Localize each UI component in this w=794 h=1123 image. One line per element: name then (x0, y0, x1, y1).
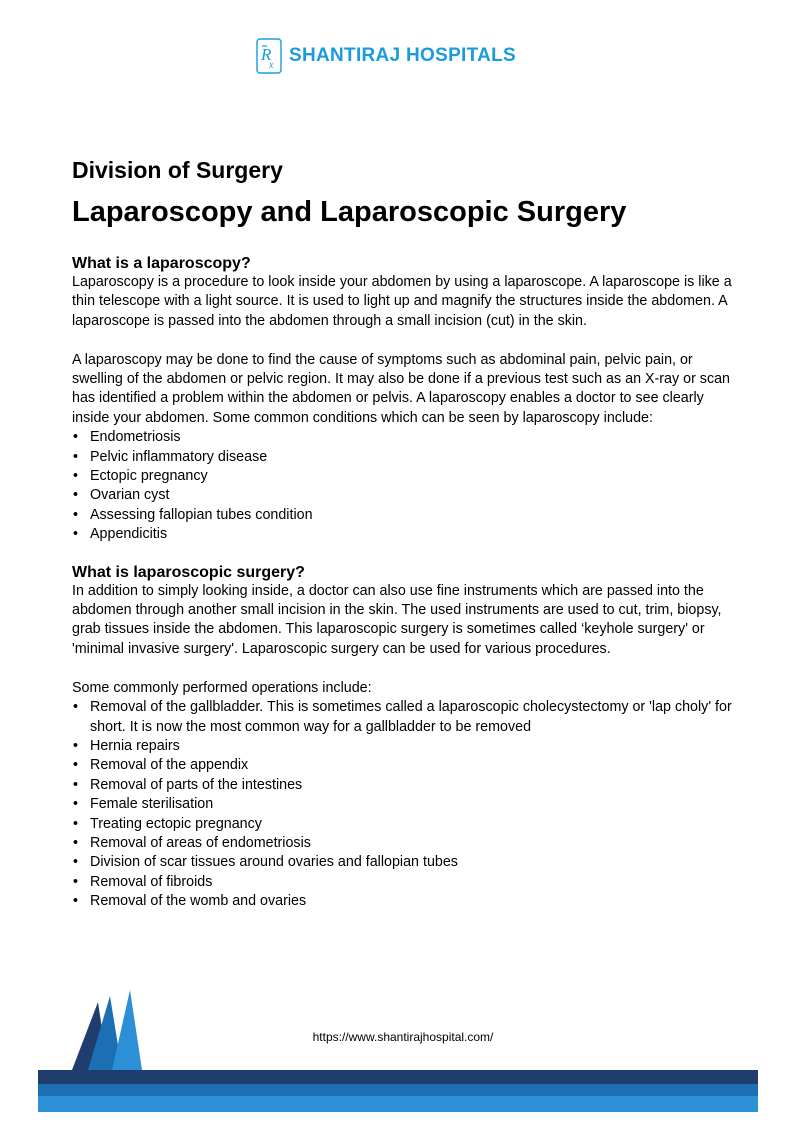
hospital-logo[interactable] (256, 38, 516, 74)
paragraph-laparoscopy-uses: A laparoscopy may be done to find the cause of symptoms such as abdominal pain, pelvic pain, or swelling of the abdomen or pelvic region. It may also be done if a previous test such as an X-ray or scan has identified a problem within the abdomen or pelvis. A laparoscopy enables a doctor to see clearly inside your abdomen. Some common conditions which can be seen by laparoscopy include: (72, 351, 731, 426)
division-heading: Division of Surgery (72, 157, 283, 183)
paragraph-laparoscopy-intro: Laparoscopy is a procedure to look inside your abdomen by using a laparoscope. A laparoscope is like a thin telescope with a light source. It is used to light up and magnify the structures inside the abdomen. A laparoscope is passed into the abdomen through a small incision (cut) in the skin. (72, 274, 732, 329)
document-body (72, 154, 732, 912)
footer-band-dark (38, 1070, 758, 1084)
list-item: • Ovarian cyst (90, 486, 732, 505)
list-item: • Removal of the womb and ovaries (90, 892, 732, 911)
svg-text:R: R (261, 45, 272, 64)
page-title: Laparoscopy and Laparoscopic Surgery (72, 196, 627, 228)
list-item: • Endometriosis (90, 428, 732, 447)
list-item: • Removal of parts of the intestines (90, 776, 732, 795)
operations-list (72, 698, 732, 911)
section-heading-laparoscopic-surgery: What is laparoscopic surgery? (72, 563, 305, 581)
logo-text: SHANTIRAJ HOSPITALS (289, 45, 517, 66)
list-item: • Ectopic pregnancy (90, 467, 732, 486)
list-item: • Female sterilisation (90, 795, 732, 814)
list-item: • Removal of the gallbladder. This is sometimes called a laparoscopic cholecystectomy or 'lap choly' for short. It is now the most common way for a gallbladder to be removed (90, 698, 732, 737)
list-item: • Division of scar tissues around ovaries and fallopian tubes (90, 853, 732, 872)
list-item: • Treating ectopic pregnancy (90, 815, 732, 834)
list-item: • Appendicitis (90, 525, 732, 544)
paragraph-surgery-intro: In addition to simply looking inside, a doctor can also use fine instruments which are passed into the abdomen through another small incision in the skin. The used instruments are used to cut, trim, biopsy, grab tissues inside the abdomen. This laparoscopic surgery is sometimes called ‘keyhole surgery' or 'minimal invasive surgery'. Laparoscopic surgery can be used for various procedures. (72, 582, 722, 657)
list-item: • Removal of areas of endometriosis (90, 834, 732, 853)
list-item: • Removal of the appendix (90, 756, 732, 775)
paragraph-operations-intro: Some commonly performed operations include: (72, 679, 372, 696)
website-link[interactable]: https://www.shantirajhospital.com/ (312, 1030, 494, 1044)
list-item: • Pelvic inflammatory disease (90, 448, 732, 467)
rx-logo-icon (256, 38, 282, 74)
section-heading-laparoscopy: What is a laparoscopy? (72, 255, 251, 272)
list-item: • Assessing fallopian tubes condition (90, 506, 732, 525)
svg-text:x: x (269, 60, 274, 71)
list-item: • Removal of fibroids (90, 873, 732, 892)
footer-band-light (38, 1096, 758, 1112)
conditions-list (72, 428, 732, 544)
footer-graphic (38, 986, 758, 1114)
footer-band-mid (38, 1084, 758, 1096)
list-item: • Hernia repairs (90, 737, 732, 756)
